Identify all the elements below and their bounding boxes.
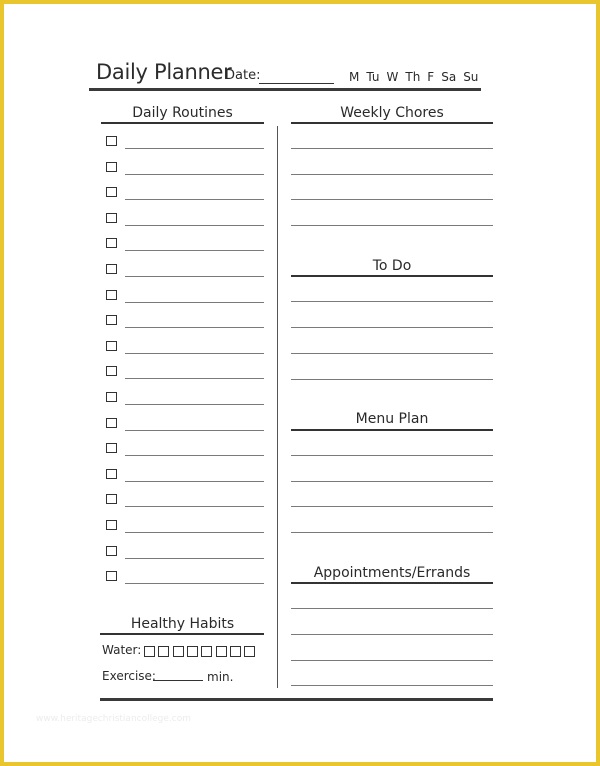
water-checkbox[interactable] — [144, 646, 155, 657]
healthy-habits-rule — [100, 633, 264, 635]
weekday-sun[interactable]: Su — [463, 70, 479, 84]
routine-line[interactable] — [125, 250, 264, 251]
footer-divider — [100, 698, 493, 701]
routine-checkbox[interactable] — [106, 418, 117, 428]
routine-checkbox[interactable] — [106, 162, 117, 172]
weekday-list — [349, 70, 478, 84]
appointments-title: Appointments/Errands — [313, 565, 471, 581]
menu-plan-line[interactable] — [291, 506, 493, 507]
menu-plan-line[interactable] — [291, 455, 493, 456]
appointment-line[interactable] — [291, 660, 493, 661]
appointment-line[interactable] — [291, 608, 493, 609]
weekly-chore-line[interactable] — [291, 225, 493, 226]
date-label: Date: — [225, 68, 261, 83]
header-divider — [89, 88, 481, 91]
routine-checkbox[interactable] — [106, 238, 117, 248]
routine-checkbox[interactable] — [106, 187, 117, 197]
weekday-fri[interactable]: F — [427, 70, 435, 84]
todo-line[interactable] — [291, 379, 493, 380]
routine-line[interactable] — [125, 199, 264, 200]
routine-line[interactable] — [125, 378, 264, 379]
weekday-wed[interactable]: W — [386, 70, 399, 84]
water-checkbox[interactable] — [187, 646, 198, 657]
planner-header — [91, 58, 493, 92]
routine-line[interactable] — [125, 404, 264, 405]
appointment-line[interactable] — [291, 634, 493, 635]
water-checkbox[interactable] — [158, 646, 169, 657]
daily-routines-rule — [101, 122, 264, 124]
routine-line[interactable] — [125, 558, 264, 559]
watermark-text: www.heritagechristiancollege.com — [36, 714, 191, 724]
menu-plan-line[interactable] — [291, 532, 493, 533]
water-checkbox[interactable] — [173, 646, 184, 657]
routine-line[interactable] — [125, 430, 264, 431]
menu-plan-title: Menu Plan — [355, 411, 429, 427]
todo-title: To Do — [372, 258, 412, 274]
routine-line[interactable] — [125, 276, 264, 277]
todo-rule — [291, 275, 493, 277]
water-checkbox[interactable] — [244, 646, 255, 657]
routine-checkbox[interactable] — [106, 520, 117, 530]
exercise-unit: min. — [207, 670, 234, 684]
column-divider — [277, 126, 278, 688]
weekday-thu[interactable]: Th — [405, 70, 421, 84]
routine-checkbox[interactable] — [106, 264, 117, 274]
water-checkbox[interactable] — [201, 646, 212, 657]
weekday-sat[interactable]: Sa — [441, 70, 457, 84]
routine-line[interactable] — [125, 532, 264, 533]
routine-checkbox[interactable] — [106, 315, 117, 325]
weekly-chore-line[interactable] — [291, 148, 493, 149]
todo-line[interactable] — [291, 327, 493, 328]
routine-checkbox[interactable] — [106, 443, 117, 453]
routine-line[interactable] — [125, 353, 264, 354]
menu-plan-line[interactable] — [291, 481, 493, 482]
exercise-label: Exercise: — [102, 669, 156, 683]
todo-line[interactable] — [291, 301, 493, 302]
routine-checkbox[interactable] — [106, 546, 117, 556]
routine-line[interactable] — [125, 583, 264, 584]
routine-checkbox[interactable] — [106, 136, 117, 146]
water-checkbox[interactable] — [230, 646, 241, 657]
appointments-rule — [291, 582, 493, 584]
daily-routines-title: Daily Routines — [132, 105, 233, 121]
routine-line[interactable] — [125, 455, 264, 456]
appointment-line[interactable] — [291, 685, 493, 686]
date-field[interactable] — [259, 83, 334, 84]
routine-checkbox[interactable] — [106, 469, 117, 479]
routine-line[interactable] — [125, 225, 264, 226]
weekly-chore-line[interactable] — [291, 174, 493, 175]
routine-checkbox[interactable] — [106, 494, 117, 504]
routine-checkbox[interactable] — [106, 290, 117, 300]
water-label: Water: — [102, 643, 142, 657]
routine-checkbox[interactable] — [106, 571, 117, 581]
weekly-chores-title: Weekly Chores — [340, 105, 444, 121]
routine-line[interactable] — [125, 148, 264, 149]
exercise-minutes-field[interactable] — [153, 680, 203, 681]
routine-checkbox[interactable] — [106, 213, 117, 223]
routine-checkbox[interactable] — [106, 341, 117, 351]
routine-line[interactable] — [125, 302, 264, 303]
weekday-mon[interactable]: M — [349, 70, 360, 84]
routine-checkbox[interactable] — [106, 366, 117, 376]
routine-checkbox[interactable] — [106, 392, 117, 402]
routine-line[interactable] — [125, 506, 264, 507]
weekly-chores-rule — [291, 122, 493, 124]
routine-line[interactable] — [125, 174, 264, 175]
planner-title: Daily Planner — [96, 60, 232, 84]
weekly-chore-line[interactable] — [291, 199, 493, 200]
todo-line[interactable] — [291, 353, 493, 354]
routine-line[interactable] — [125, 327, 264, 328]
weekday-tue[interactable]: Tu — [366, 70, 380, 84]
healthy-habits-title: Healthy Habits — [130, 616, 235, 632]
routine-line[interactable] — [125, 481, 264, 482]
menu-plan-rule — [291, 429, 493, 431]
water-checkbox[interactable] — [216, 646, 227, 657]
